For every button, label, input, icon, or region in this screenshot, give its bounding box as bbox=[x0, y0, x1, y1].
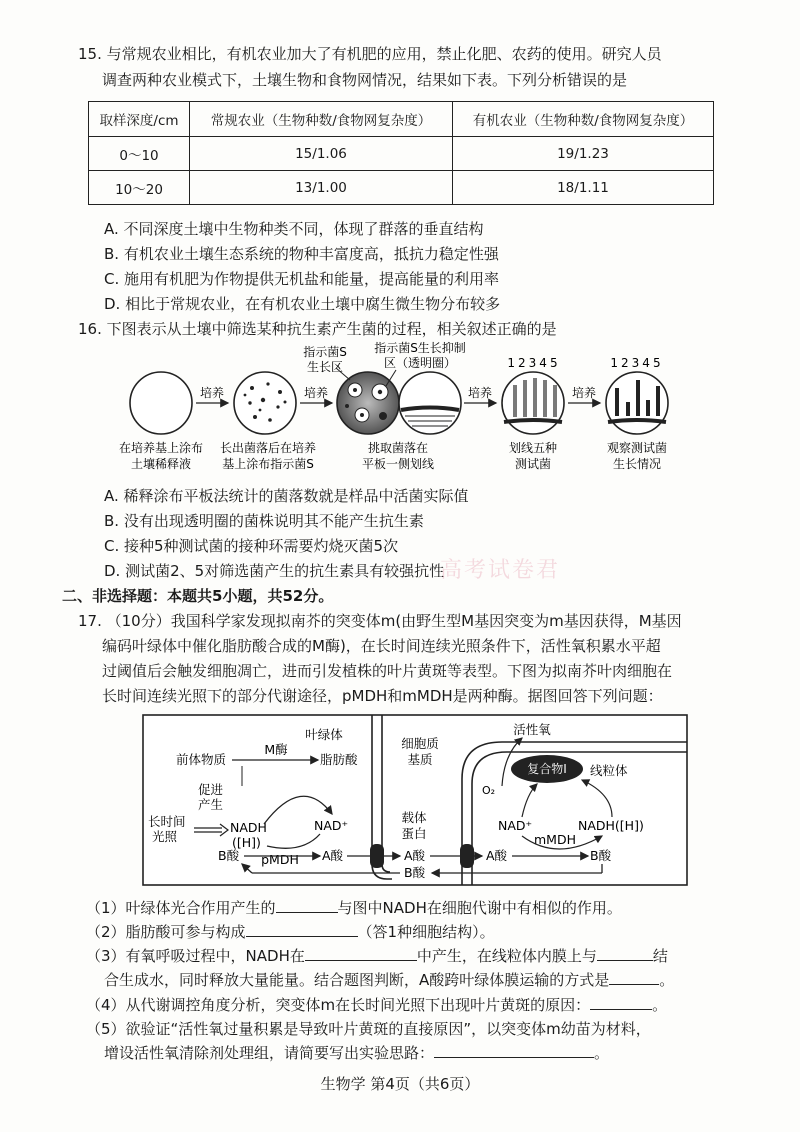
arrow-label: 培养 bbox=[303, 386, 329, 400]
q17-sub4-text: （4）从代谢调控角度分析，突变体m在长时间光照下出现叶片黄斑的原因： bbox=[86, 996, 591, 1014]
q16-option-a: A. 稀释涂布平板法统计的菌落数就是样品中活菌实际值 bbox=[104, 487, 469, 505]
label-b-acid-mito: B酸 bbox=[590, 848, 612, 863]
caption-step2: 基上涂布指示菌S bbox=[222, 457, 314, 471]
answer-blank[interactable] bbox=[609, 970, 659, 985]
test-plate bbox=[502, 372, 564, 434]
table-cell: 19/1.23 bbox=[453, 137, 714, 171]
label-carrier: 蛋白 bbox=[401, 826, 427, 841]
q15-option-d: D. 相比于常规农业，在有机农业土壤中腐生微生物分布较多 bbox=[104, 295, 501, 313]
label-b-acid: B酸 bbox=[218, 848, 240, 863]
empty-plate bbox=[130, 372, 192, 434]
q17-sub1-text: 与图中NADH在细胞代谢中有相似的作用。 bbox=[337, 899, 622, 917]
caption-step5: 生长情况 bbox=[612, 457, 662, 471]
caption-step4: 测试菌 bbox=[514, 457, 552, 471]
q17-sub1 bbox=[86, 898, 622, 918]
label-nad-plus: NAD⁺ bbox=[314, 818, 349, 833]
table-row bbox=[89, 137, 714, 171]
indicator-plate bbox=[337, 372, 399, 434]
q16-stem: 16. 下图表示从土壤中筛选某种抗生素产生菌的过程，相关叙述正确的是 bbox=[78, 320, 557, 338]
q17-stem-line2: 编码叶绿体中催化脂肪酸合成的M酶)，在长时间连续光照条件下，活性氧积累水平超 bbox=[102, 637, 661, 655]
q17-sub3-cont bbox=[104, 970, 674, 990]
strain-numbers: 12345 bbox=[610, 356, 664, 370]
label-o2: O₂ bbox=[482, 784, 496, 797]
q17-diagram-svg bbox=[142, 714, 688, 886]
table-cell: 0～10 bbox=[89, 137, 190, 171]
q16-option-d: D. 测试菌2、5对筛选菌产生的抗生素具有较强抗性 bbox=[104, 562, 445, 580]
q17-sub3 bbox=[86, 946, 668, 966]
label-m-nad-plus: NAD⁺ bbox=[498, 818, 533, 833]
label-pmdh: pMDH bbox=[261, 852, 299, 867]
q17-sub3-text: 。 bbox=[659, 971, 675, 989]
label-b-acid-cytosol: B酸 bbox=[404, 865, 426, 880]
streak-plate bbox=[399, 372, 461, 434]
label-cytosol: 细胞质 bbox=[401, 736, 439, 751]
q15-option-c: C. 施用有机肥为作物提供无机盐和能量，提高能量的利用率 bbox=[104, 270, 500, 288]
label-carrier: 载体 bbox=[401, 810, 427, 825]
q16-option-b: B. 没有出现透明圈的菌株说明其不能产生抗生素 bbox=[104, 512, 424, 530]
q17-sub3-text: 结 bbox=[652, 947, 668, 965]
q15-option-b: B. 有机农业土壤生态系统的物种丰富度高，抵抗力稳定性强 bbox=[104, 245, 499, 263]
table-header-row bbox=[89, 102, 714, 137]
label-complex: 复合物I bbox=[527, 762, 567, 776]
answer-blank[interactable] bbox=[590, 995, 652, 1010]
label-fatty-acid: 脂肪酸 bbox=[320, 752, 358, 767]
table-cell: 18/1.11 bbox=[453, 171, 714, 205]
label-indicator-zone: 生长区 bbox=[306, 360, 344, 374]
q17-sub2-text: （2）脂肪酸可参与构成 bbox=[86, 923, 246, 941]
label-m-enzyme: M酶 bbox=[264, 742, 288, 757]
strain-numbers: 12345 bbox=[507, 356, 561, 370]
q17-sub4 bbox=[86, 995, 667, 1015]
caption-step1: 在培养基上涂布 bbox=[118, 441, 204, 455]
q15-stem-line1: 15. 与常规农业相比，有机农业加大了有机肥的应用，禁止化肥、农药的使用。研究人员 bbox=[78, 45, 662, 63]
caption-step3: 平板一侧划线 bbox=[361, 457, 435, 471]
label-ros: 活性氧 bbox=[513, 722, 551, 737]
answer-blank[interactable] bbox=[276, 898, 338, 913]
label-a-acid-mito: A酸 bbox=[486, 848, 508, 863]
q17-sub1-text: （1）叶绿体光合作用产生的 bbox=[86, 899, 276, 917]
q17-stem-line1: 17. （10分）我国科学家发现拟南芥的突变体m(由野生型M基因突变为m基因获得，M基因 bbox=[78, 612, 682, 630]
q16-option-c: C. 接种5种测试菌的接种环需要灼烧灭菌5次 bbox=[104, 537, 399, 555]
label-cytosol: 基质 bbox=[407, 752, 433, 767]
label-nadh: NADH bbox=[230, 820, 267, 835]
q17-sub5-text: 增设活性氧清除剂处理组，请简要写出实验思路： bbox=[104, 1044, 435, 1062]
label-indicator-zone: 指示菌S bbox=[303, 345, 347, 359]
arrow-label: 培养 bbox=[571, 386, 597, 400]
label-h: ([H]) bbox=[232, 835, 261, 850]
colony-plate bbox=[234, 372, 296, 434]
label-inhibit-zone: 指示菌S生长抑制 bbox=[374, 341, 466, 355]
label-inhibit-zone: 区（透明圈） bbox=[383, 356, 457, 370]
label-a-acid: A酸 bbox=[322, 848, 344, 863]
q17-sub2 bbox=[86, 922, 495, 942]
q15-stem-line2: 调查两种农业模式下，土壤生物和食物网情况，结果如下表。下列分析错误的是 bbox=[102, 71, 628, 89]
q16-figure bbox=[100, 340, 700, 480]
header-organic: 有机农业（生物种数/食物网复杂度） bbox=[453, 102, 714, 137]
header-depth: 取样深度/cm bbox=[89, 102, 190, 137]
q17-sub2-text: （答1种细胞结构）。 bbox=[357, 923, 495, 941]
label-m-nadh: NADH([H]) bbox=[578, 818, 644, 833]
table-cell: 13/1.00 bbox=[190, 171, 453, 205]
arrow-label: 培养 bbox=[467, 386, 493, 400]
q17-sub3-text: （3）有氧呼吸过程中，NADH在 bbox=[86, 947, 305, 965]
label-light: 光照 bbox=[152, 829, 178, 844]
q17-sub3-text: 合生成水，同时释放大量能量。结合题图判断，A酸跨叶绿体膜运输的方式是 bbox=[104, 971, 610, 989]
answer-blank[interactable] bbox=[305, 946, 417, 961]
answer-blank[interactable] bbox=[246, 922, 358, 937]
q17-figure bbox=[142, 714, 688, 886]
q17-sub5-text: 。 bbox=[594, 1044, 610, 1062]
caption-step5: 观察测试菌 bbox=[606, 441, 668, 455]
caption-step2: 长出菌落后在培养 bbox=[219, 441, 317, 455]
table-cell: 10～20 bbox=[89, 171, 190, 205]
q17-sub3-text: 中产生，在线粒体内膜上与 bbox=[416, 947, 597, 965]
label-mmdh: mMDH bbox=[534, 832, 576, 847]
q17-sub5 bbox=[86, 1019, 651, 1039]
answer-blank[interactable] bbox=[434, 1043, 594, 1058]
answer-blank[interactable] bbox=[597, 946, 653, 961]
q16-diagram-svg bbox=[100, 340, 700, 480]
q17-stem-line4: 长时间连续光照下的部分代谢途径，pMDH和mMDH是两种酶。据图回答下列问题： bbox=[102, 687, 663, 705]
label-mito: 线粒体 bbox=[590, 763, 628, 778]
q17-sub5-cont bbox=[104, 1043, 609, 1063]
page-footer: 生物学 第4页（共6页） bbox=[320, 1075, 480, 1093]
q17-stem-line3: 过阈值后会触发细胞凋亡，进而引发植株的叶片黄斑等表型。下图为拟南芥叶肉细胞在 bbox=[102, 662, 673, 680]
table-cell: 15/1.06 bbox=[190, 137, 453, 171]
label-promote: 产生 bbox=[198, 797, 224, 812]
q17-sub4-text: 。 bbox=[652, 996, 668, 1014]
header-conventional: 常规农业（生物种数/食物网复杂度） bbox=[190, 102, 453, 137]
label-a-acid-cytosol: A酸 bbox=[404, 848, 426, 863]
arrow-label: 培养 bbox=[199, 386, 225, 400]
q15-table bbox=[88, 101, 714, 205]
caption-step3: 挑取菌落在 bbox=[367, 441, 429, 455]
caption-step1: 土壤稀释液 bbox=[130, 457, 192, 471]
label-light: 长时间 bbox=[148, 814, 186, 829]
q17-sub5-text: （5）欲验证“活性氧过量积累是导致叶片黄斑的直接原因”，以突变体m幼苗为材料， bbox=[86, 1020, 651, 1038]
section-heading: 二、非选择题：本题共5小题，共52分。 bbox=[62, 587, 334, 605]
label-precursor: 前体物质 bbox=[176, 752, 227, 767]
table-row bbox=[89, 171, 714, 205]
label-chloroplast: 叶绿体 bbox=[305, 727, 343, 742]
label-promote: 促进 bbox=[198, 782, 224, 797]
watermark: 高考试卷君 bbox=[440, 558, 561, 583]
caption-step4: 划线五种 bbox=[508, 441, 558, 455]
q15-option-a: A. 不同深度土壤中生物种类不同，体现了群落的垂直结构 bbox=[104, 220, 484, 238]
